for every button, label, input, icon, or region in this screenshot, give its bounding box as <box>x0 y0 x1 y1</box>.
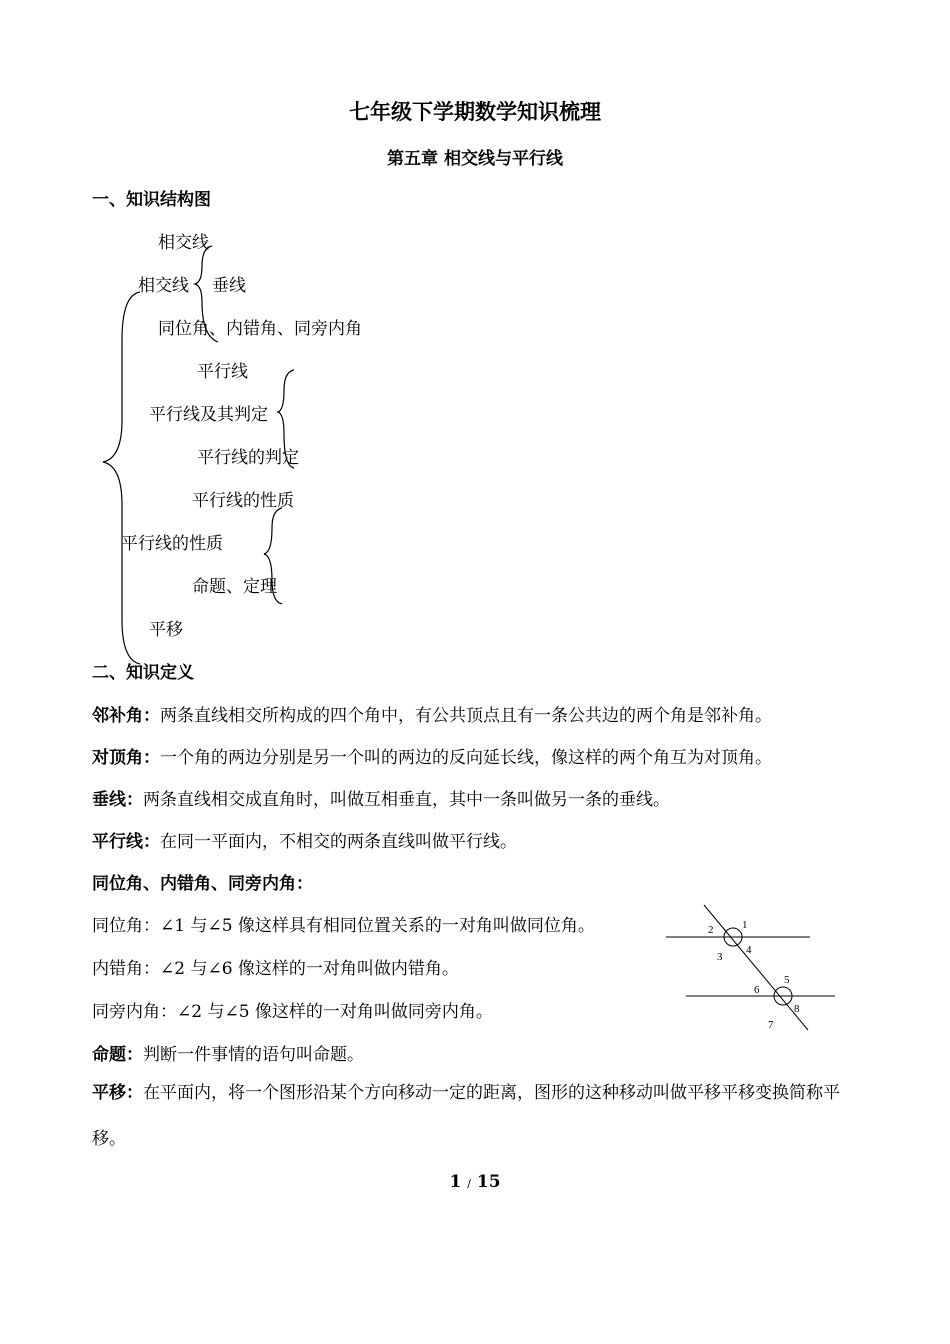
term-proposition: 命题： <box>92 1045 143 1065</box>
transversal <box>704 905 808 1030</box>
tree-node-parallel-properties-group: 平行线的性质 <box>121 534 223 554</box>
tree-node-translation: 平移 <box>149 620 183 640</box>
definition-perpendicular: 垂线：两条直线相交成直角时，叫做互相垂直，其中一条叫做另一条的垂线。 <box>92 790 670 810</box>
tree-node-intersecting-lines-group: 相交线 <box>138 276 189 296</box>
term-parallel: 平行线： <box>92 832 160 852</box>
angle-label-6: 6 <box>754 984 760 996</box>
angles-figure <box>660 900 850 1040</box>
definition-alternate-angles: 内错角：∠2 与∠6 像这样的一对角叫做内错角。 <box>92 959 459 979</box>
definition-vertical-angles: 对顶角：一个角的两边分别是另一个叫的两边的反向延长线，像这样的两个角互为对顶角。 <box>92 748 772 768</box>
document-title: 七年级下学期数学知识梳理 <box>349 99 601 124</box>
definition-corresponding-angles: 同位角：∠1 与∠5 像这样具有相同位置关系的一对角叫做同位角。 <box>92 916 595 936</box>
angle-label-2: 2 <box>708 924 714 936</box>
definition-proposition: 命题：判断一件事情的语句叫命题。 <box>92 1045 364 1065</box>
definition-translation: 平移：在平面内，将一个图形沿某个方向移动一定的距离，图形的这种移动叫做平移平移变换简称平移。 <box>92 1083 840 1149</box>
page-total: 15 <box>476 1172 501 1192</box>
tree-node-propositions-theorems: 命题、定理 <box>192 577 277 597</box>
tree-node-perpendicular: 垂线 <box>212 276 246 296</box>
page-current: 1 <box>449 1172 462 1192</box>
page-separator: / <box>467 1177 471 1190</box>
angle-label-5: 5 <box>784 974 790 986</box>
angle-label-1: 1 <box>742 919 748 931</box>
section-heading-definitions: 二、知识定义 <box>92 663 194 683</box>
big-brace <box>103 292 140 664</box>
tree-node-parallel-and-criteria: 平行线及其判定 <box>149 405 268 425</box>
angle-label-8: 8 <box>794 1003 800 1015</box>
chapter-title: 第五章 相交线与平行线 <box>387 149 563 169</box>
tree-node-intersecting-lines: 相交线 <box>158 233 209 253</box>
brace-intersecting <box>195 246 218 342</box>
tree-node-parallel-criteria: 平行线的判定 <box>197 448 299 468</box>
term-vertical-angles: 对顶角： <box>92 748 160 768</box>
angle-label-7: 7 <box>768 1019 774 1031</box>
definition-interior-angles: 同旁内角：∠2 与∠5 像这样的一对角叫做同旁内角。 <box>92 1002 493 1022</box>
angle-label-3: 3 <box>717 951 723 963</box>
section-heading-structure: 一、知识结构图 <box>92 190 211 210</box>
tree-node-angle-types: 同位角、内错角、同旁内角 <box>158 319 362 339</box>
brace-parallel-criteria <box>278 370 294 468</box>
tree-node-parallel-lines: 平行线 <box>197 362 248 382</box>
brace-parallel-properties <box>264 508 282 604</box>
term-adjacent-angles: 邻补角： <box>92 706 160 726</box>
definition-adjacent-angles: 邻补角：两条直线相交所构成的四个角中，有公共顶点且有一条公共边的两个角是邻补角。 <box>92 706 772 726</box>
term-perpendicular: 垂线： <box>92 790 143 810</box>
definition-angle-types <box>92 869 313 894</box>
page-number <box>0 1172 950 1192</box>
term-angle-types: 同位角、内错角、同旁内角： <box>92 874 313 894</box>
tree-node-parallel-properties: 平行线的性质 <box>192 491 294 511</box>
definition-parallel: 平行线：在同一平面内，不相交的两条直线叫做平行线。 <box>92 832 517 852</box>
term-translation: 平移： <box>92 1083 143 1103</box>
angle-label-4: 4 <box>746 944 752 956</box>
